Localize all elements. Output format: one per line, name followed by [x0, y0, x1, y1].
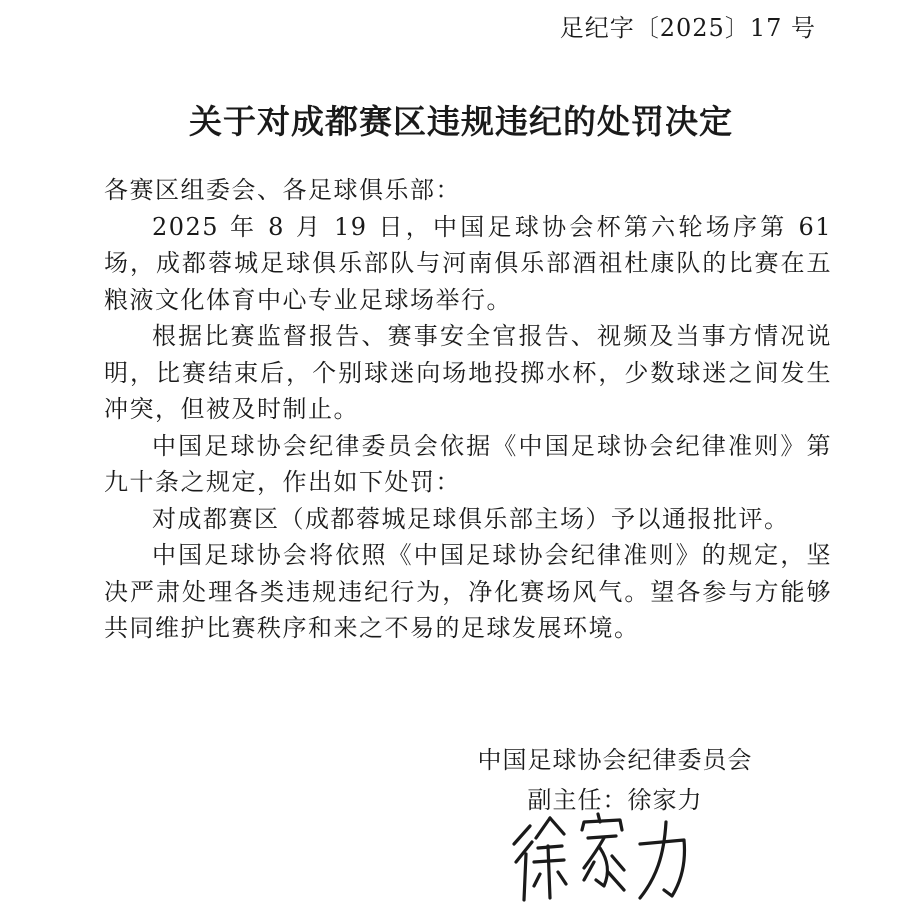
- paragraph-incident: 根据比赛监督报告、赛事安全官报告、视频及当事方情况说明，比赛结束后，个别球迷向场地投掷水杯，少数球迷之间发生冲突，但被及时制止。: [104, 322, 832, 423]
- paragraph-legal-basis: 中国足球协会纪律委员会依据《中国足球协会纪律准则》第九十条之规定，作出如下处罚：: [104, 431, 832, 496]
- handwritten-signature: [500, 808, 700, 903]
- document-title: 关于对成都赛区违规违纪的处罚决定: [189, 102, 733, 141]
- paragraph-penalty: 对成都赛区（成都蓉城足球俱乐部主场）予以通报批评。: [152, 504, 790, 533]
- paragraph-match-info: 2025 年 8 月 19 日，中国足球协会杯第六轮场序第 61 场，成都蓉城足球俱乐部队与河南俱乐部酒祖杜康队的比赛在五粮液文化体育中心专业足球场举行。: [104, 212, 832, 314]
- document-number: 足纪字〔2025〕17 号: [559, 14, 816, 42]
- salutation: 各赛区组委会、各足球俱乐部：: [104, 176, 461, 204]
- paragraph-closing: 中国足球协会将依照《中国足球协会纪律准则》的规定，坚决严肃处理各类违规违纪行为，净化赛场风气。望各参与方能够共同维护比赛秩序和来之不易的足球发展环境。: [104, 541, 832, 642]
- signing-organization: 中国足球协会纪律委员会: [477, 746, 753, 774]
- document-body: [104, 172, 832, 647]
- signatory-title: 副主任：徐家力: [527, 786, 703, 814]
